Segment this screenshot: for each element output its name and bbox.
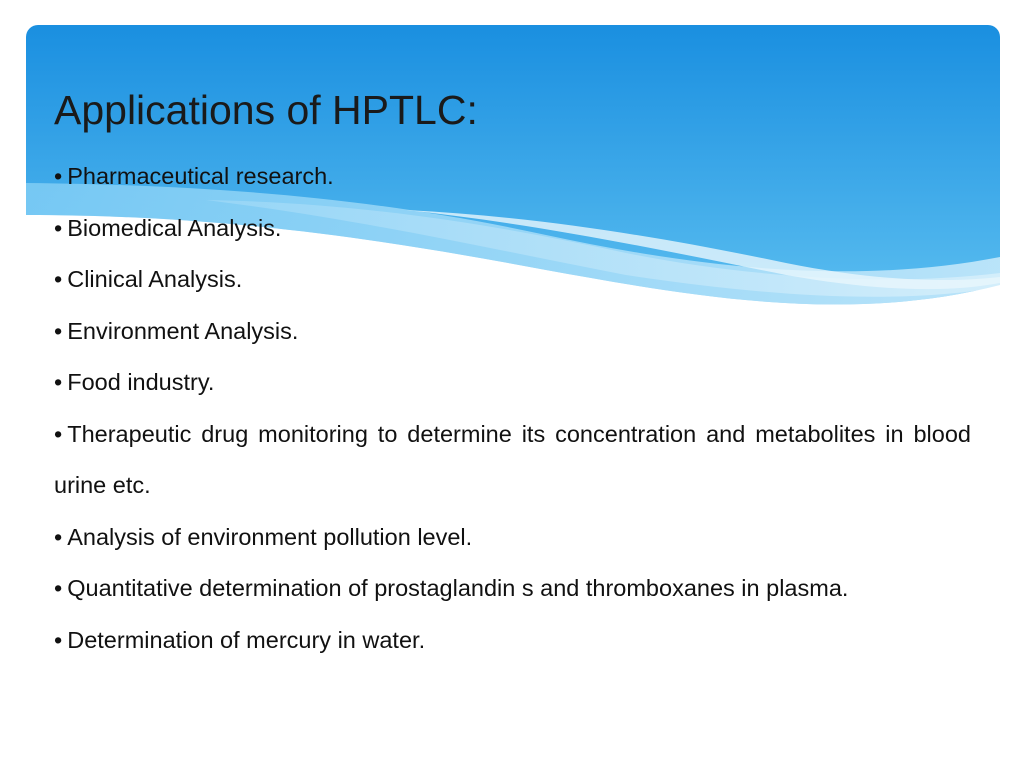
bullet-text: Clinical Analysis.: [67, 266, 243, 292]
bullet-glyph: •: [54, 575, 63, 601]
bullet-text: Analysis of environment pollution level.: [67, 523, 473, 550]
bullet-text: Environment Analysis.: [67, 317, 299, 344]
bullet-glyph: •: [54, 626, 63, 653]
bullet-glyph: •: [54, 523, 63, 550]
bullet-list: [54, 151, 971, 666]
list-item: [54, 409, 971, 512]
bullet-glyph: •: [54, 317, 63, 344]
list-item: [54, 203, 971, 255]
slide-title: Applications of HPTLC:: [54, 87, 478, 133]
bullet-glyph: •: [54, 214, 63, 241]
bullet-text: Biomedical Analysis.: [67, 214, 282, 241]
bullet-text: Quantitative determination of prostaglandin s and thromboxanes in plasma.: [67, 575, 849, 601]
list-item: [54, 357, 971, 409]
list-item: [54, 306, 971, 358]
list-item: [54, 254, 971, 306]
list-item: [54, 512, 971, 564]
bullet-text: Food industry.: [67, 369, 215, 395]
bullet-glyph: •: [54, 420, 63, 447]
list-item: [54, 615, 971, 667]
list-item: [54, 563, 971, 615]
bullet-glyph: •: [54, 266, 63, 292]
bullet-glyph: •: [54, 163, 63, 189]
bullet-text: Pharmaceutical research.: [67, 163, 334, 189]
bullet-text: Therapeutic drug monitoring to determine its concentration and metabolites in blood urine etc.: [54, 420, 971, 498]
bullet-glyph: •: [54, 369, 63, 395]
list-item: [54, 151, 971, 203]
bullet-text: Determination of mercury in water.: [67, 626, 426, 653]
